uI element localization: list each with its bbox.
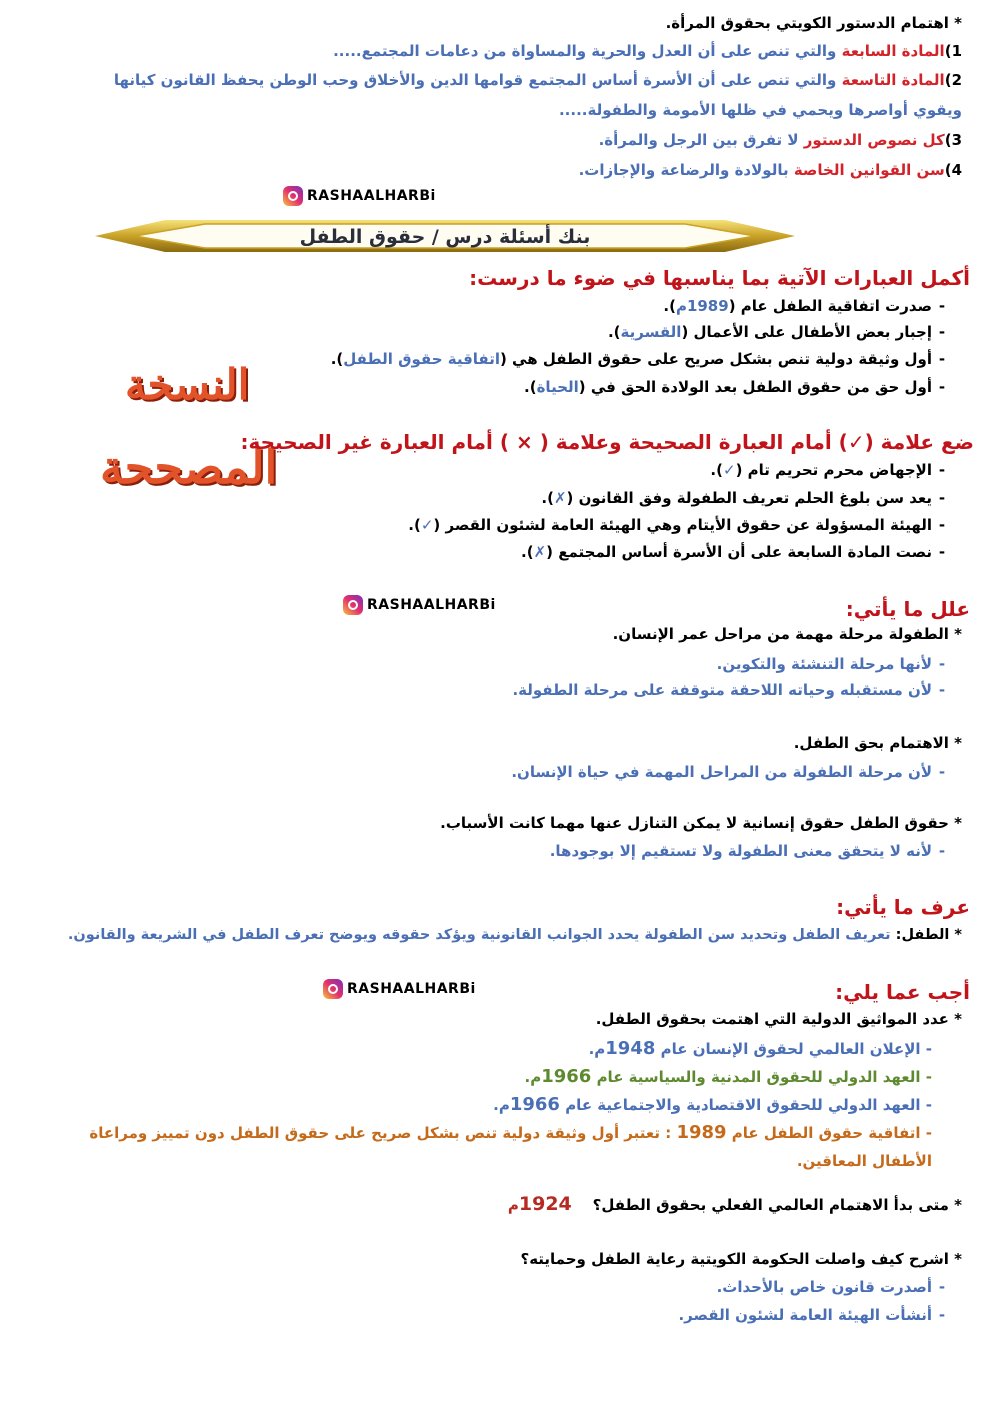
define-heading: عرف ما يأتي: [836, 895, 970, 919]
charter-item: - اتفاقية حقوق الطفل عام 1989 : تعتبر أول وثيقة دولية تنص بشكل صريح على حقوق الطفل دون تمييز ومراعاة [89, 1122, 932, 1143]
answer-q1: * عدد المواثيق الدولية التي اهتمت بحقوق الطفل. [595, 1010, 962, 1028]
check-icon: ✓ [420, 516, 434, 534]
intro-item-3: 3)كل نصوص الدستور لا تفرق بين الرجل والمرأة. [598, 131, 962, 149]
complete-item: -إجبار بعض الأطفال على الأعمال (القسرية). [607, 323, 946, 341]
charter-item-cont: الأطفال المعاقين. [796, 1152, 932, 1170]
explain-answer: -لأن مستقبله وحياته اللاحقة متوقفة على مرحلة الطفولة. [512, 681, 946, 699]
complete-item: -أول حق من حقوق الطفل بعد الولادة الحق في (الحياة). [524, 378, 946, 396]
explain-q2: * الاهتمام بحق الطفل. [793, 734, 962, 752]
banner-title: بنك أسئلة درس / حقوق الطفل [299, 226, 591, 248]
define-item: * الطفل: تعريف الطفل وتحديد سن الطفولة يحدد الجوانب القانونية ويؤكد حقوقه ويوضح تعرف الطفل في الشريعة والقانون. [67, 927, 962, 943]
explain-answer: -لأنه لا يتحقق معنى الطفولة ولا تستقيم إلا بوجودها. [549, 842, 946, 860]
charter-item: - العهد الدولي للحقوق المدنية والسياسية عام 1966م. [524, 1066, 932, 1087]
instagram-handle: RASHAALHARBi [323, 979, 476, 999]
complete-item: -أول وثيقة دولية تنص بشكل صريح على حقوق الطفل هي (اتفاقية حقوق الطفل). [330, 350, 946, 368]
answer-q3-item: -أنشأت الهيئة العامة لشئون القصر. [678, 1306, 946, 1324]
instagram-handle: RASHAALHARBi [343, 595, 496, 615]
explain-q1: * الطفولة مرحلة مهمة من مراحل عمر الإنسان. [612, 625, 962, 643]
instagram-handle: RASHAALHARBi [283, 186, 436, 206]
intro-title: * اهتمام الدستور الكويتي بحقوق المرأة. [665, 14, 962, 32]
answer-q3-item: -أصدرت قانون خاص بالأحداث. [716, 1278, 946, 1296]
intro-item-1: 1)المادة السابعة والتي تنص على أن العدل والحرية والمساواة من دعامات المجتمع..... [333, 42, 962, 60]
charter-item: - العهد الدولي للحقوق الاقتصادية والاجتماعية عام 1966م. [493, 1094, 932, 1115]
cross-icon: ✗ [553, 489, 567, 507]
intro-item-4: 4)سن القوانين الخاصة بالولادة والرضاعة والإجازات. [578, 161, 962, 179]
explain-answer: -لأنها مرحلة التنشئة والتكوين. [716, 655, 946, 673]
explain-answer: -لأن مرحلة الطفولة من المراحل المهمة في حياة الإنسان. [511, 763, 946, 781]
intro-item-2-cont: ويقوي أواصرها ويحمي في ظلها الأمومة والطفولة..... [558, 101, 962, 119]
truefalse-item: -الهيئة المسؤولة عن حقوق الأيتام وهي الهيئة العامة لشئون القصر (✓). [408, 516, 946, 534]
truefalse-item: -يعد سن بلوغ الحلم تعريف الطفولة وفق القانون (✗). [541, 489, 946, 507]
cross-icon: ✗ [533, 543, 547, 561]
watermark-line1: النسخة [125, 360, 250, 409]
intro-item-2: 2)المادة التاسعة والتي تنص على أن الأسرة أساس المجتمع قوامها الدين والأخلاق وحب الوطن يحفظ القانون كيانها [113, 71, 962, 89]
charter-item: - الإعلان العالمي لحقوق الإنسان عام 1948م. [588, 1038, 932, 1059]
answer-q3: * اشرح كيف واصلت الحكومة الكويتية رعاية الطفل وحمايته؟ [520, 1250, 962, 1268]
explain-heading: علل ما يأتي: [845, 597, 970, 621]
instagram-icon [283, 186, 303, 206]
explain-q3: * حقوق الطفل حقوق إنسانية لا يمكن التنازل عنها مهما كانت الأسباب. [440, 814, 962, 832]
watermark-line2: المصححة [100, 440, 278, 494]
truefalse-heading: ضع علامة (✓) أمام العبارة الصحيحة وعلامة ( × ) أمام العبارة غير الصحيحة: [240, 430, 974, 454]
truefalse-item: -نصت المادة السابعة على أن الأسرة أساس المجتمع (✗). [521, 543, 946, 561]
answer-heading: أجب عما يلي: [835, 980, 970, 1004]
check-icon: ✓ [722, 461, 736, 479]
truefalse-item: -الإجهاض محرم تحريم تام (✓). [710, 461, 946, 479]
complete-item: -صدرت اتفاقية الطفل عام (1989م). [663, 297, 946, 315]
complete-heading: أكمل العبارات الآتية بما يناسبها في ضوء ما درست: [469, 266, 970, 290]
answer-q2: * متى بدأ الاهتمام العالمي الفعلي بحقوق الطفل؟ 1924م [507, 1193, 962, 1215]
section-banner [95, 212, 795, 260]
